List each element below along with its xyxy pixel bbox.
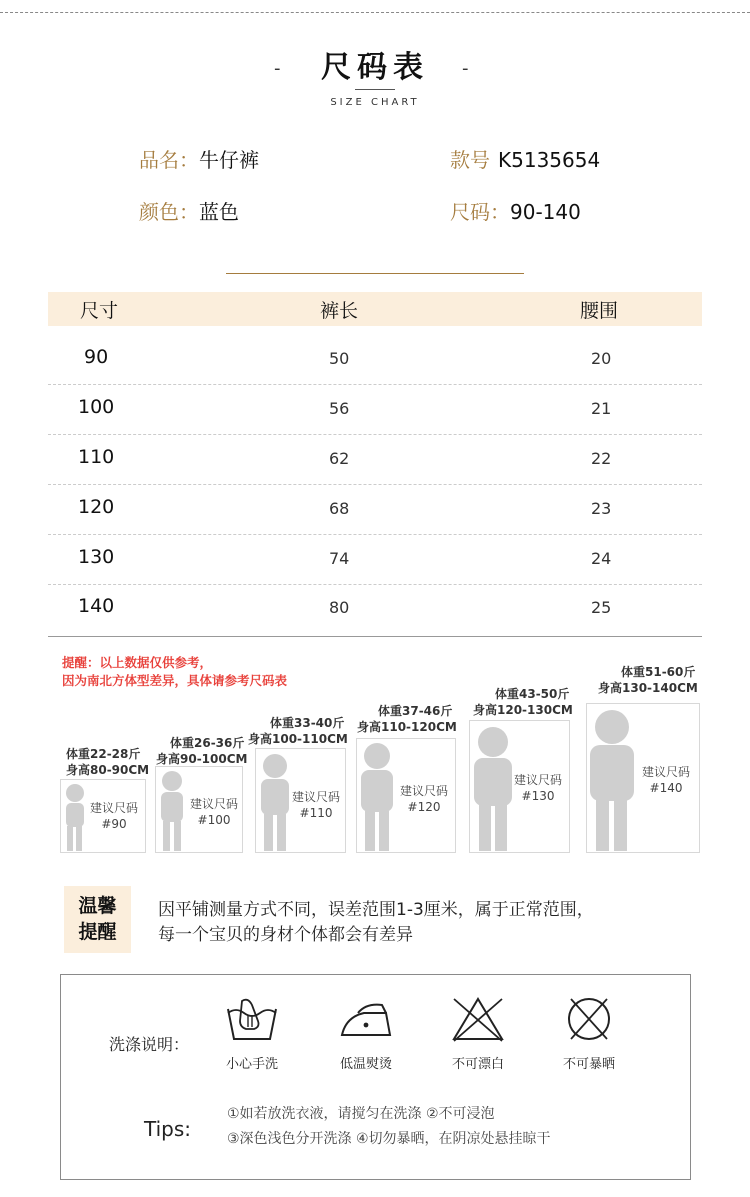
product-size <box>450 196 581 225</box>
cell-size: 100 <box>78 396 115 418</box>
care-label: 不可漂白 <box>451 1057 504 1072</box>
kid-weight: 体重33-40斤 <box>270 716 345 730</box>
kid-height: 身高100-110CM <box>248 732 348 746</box>
product-size-value: 90-140 <box>510 200 581 224</box>
product-size-key: 尺码： <box>450 200 510 224</box>
kid-rec-code: #100 <box>197 813 231 827</box>
care-label: 不可暴晒 <box>562 1057 615 1072</box>
notice-text-line: 因平铺测量方式不同，误差范围1-3厘米，属于正常范围， <box>158 900 594 920</box>
care-item-no-bleach <box>428 995 528 1072</box>
kid-rec-130 <box>510 772 566 804</box>
kid-rec-text: 建议尺码 <box>399 784 448 798</box>
product-name-value: 牛仔裤 <box>199 148 259 172</box>
cell-size: 90 <box>84 346 109 368</box>
care-item-hand-wash <box>202 995 302 1072</box>
tips-line-2: ③深色浅色分开洗涤 ④切勿暴晒，在阴凉处悬挂晾干 <box>227 1131 551 1147</box>
cell-length: 62 <box>329 449 350 468</box>
kid-weight: 体重37-46斤 <box>378 704 453 718</box>
kid-rec-text: 建议尺码 <box>189 797 238 811</box>
kid-label-110 <box>248 715 348 747</box>
cell-waist: 20 <box>591 349 612 368</box>
cell-size: 130 <box>78 546 115 568</box>
product-color-key: 颜色： <box>139 200 199 224</box>
page-title: 尺码表 <box>321 50 429 85</box>
title-dash-right: - <box>462 58 469 79</box>
cell-waist: 21 <box>591 399 612 418</box>
notice-text-line: 每一个宝贝的身材个体都会有差异 <box>158 925 413 945</box>
notice-badge <box>64 886 131 953</box>
kid-rec-90 <box>86 800 142 832</box>
cell-size: 120 <box>78 496 115 518</box>
reference-warning <box>62 654 287 690</box>
top-dashed-divider <box>0 12 750 13</box>
header-size: 尺寸 <box>80 300 119 322</box>
product-name <box>139 144 259 173</box>
warning-line-2: 因为南北方体型差异，具体请参考尺码表 <box>62 673 288 688</box>
product-style-key: 款号 <box>450 148 490 172</box>
kid-rec-110 <box>288 789 344 821</box>
tips-title: Tips: <box>144 1117 192 1141</box>
notice-badge-line: 温馨 <box>78 895 117 917</box>
table-row <box>48 485 702 535</box>
kid-label-100 <box>156 735 247 767</box>
cell-waist: 25 <box>591 598 612 617</box>
kid-label-130 <box>473 686 573 718</box>
cell-size: 140 <box>78 595 115 617</box>
kid-height: 身高120-130CM <box>473 703 573 717</box>
kid-rec-text: 建议尺码 <box>641 765 690 779</box>
table-row <box>48 584 702 634</box>
product-color-value: 蓝色 <box>199 200 239 224</box>
kid-weight: 体重43-50斤 <box>495 687 570 701</box>
cell-length: 56 <box>329 399 350 418</box>
cell-length: 50 <box>329 349 350 368</box>
kid-rec-code: #90 <box>101 817 127 831</box>
warning-line-1: 提醒：以上数据仅供参考， <box>62 655 213 670</box>
title-dash-left: - <box>274 58 281 79</box>
product-style-value: K5135654 <box>498 148 601 172</box>
table-row <box>48 535 702 585</box>
product-name-key: 品名： <box>139 148 199 172</box>
care-title: 洗涤说明： <box>109 1035 190 1054</box>
table-row <box>48 435 702 485</box>
kid-rec-140 <box>638 764 694 796</box>
title-row <box>0 40 750 84</box>
care-item-low-iron <box>316 995 416 1072</box>
cell-waist: 22 <box>591 449 612 468</box>
kid-height: 身高80-90CM <box>66 763 150 777</box>
size-table-header <box>48 292 702 326</box>
kid-rec-120 <box>396 783 452 815</box>
hand-wash-icon <box>222 995 282 1043</box>
table-row <box>48 385 702 435</box>
no-bleach-icon <box>448 995 508 1043</box>
notice-text <box>158 898 594 948</box>
kid-label-140 <box>598 664 698 696</box>
kid-rec-100 <box>186 796 242 828</box>
kid-rec-code: #120 <box>407 800 441 814</box>
no-tumble-dry-icon <box>559 995 619 1043</box>
kid-height: 身高110-120CM <box>357 720 457 734</box>
low-iron-icon <box>336 995 396 1043</box>
notice-badge-line: 提醒 <box>78 921 117 943</box>
care-instructions-box <box>60 974 691 1180</box>
kid-label-90 <box>66 746 149 778</box>
kid-weight: 体重22-28斤 <box>66 747 141 761</box>
kid-rec-code: #130 <box>521 789 555 803</box>
title-underline <box>355 89 395 90</box>
cell-length: 68 <box>329 499 350 518</box>
cell-waist: 23 <box>591 499 612 518</box>
care-label: 低温熨烫 <box>339 1057 392 1072</box>
kid-rec-text: 建议尺码 <box>513 773 562 787</box>
cell-length: 80 <box>329 598 350 617</box>
table-row <box>48 335 702 385</box>
care-item-no-sun <box>539 995 639 1072</box>
kid-label-120 <box>357 703 457 735</box>
kid-rec-text: 建议尺码 <box>291 790 340 804</box>
tips-line-1: ①如若放洗衣液，请搅匀在洗涤 ②不可浸泡 <box>227 1106 495 1122</box>
kid-rec-text: 建议尺码 <box>89 801 138 815</box>
product-style <box>450 144 600 173</box>
kid-weight: 体重51-60斤 <box>621 665 696 679</box>
header-length: 裤长 <box>320 300 359 322</box>
kid-rec-code: #140 <box>649 781 683 795</box>
kid-rec-code: #110 <box>299 806 333 820</box>
kid-height: 身高90-100CM <box>156 752 248 766</box>
table-bottom-line <box>48 636 702 637</box>
header-waist: 腰围 <box>580 300 619 322</box>
cell-size: 110 <box>78 446 115 468</box>
care-label: 小心手洗 <box>225 1057 278 1072</box>
gold-divider <box>226 273 524 274</box>
cell-waist: 24 <box>591 549 612 568</box>
page-subtitle: SIZE CHART <box>330 97 420 108</box>
kid-weight: 体重26-36斤 <box>170 736 245 750</box>
product-color <box>139 196 239 225</box>
kid-height: 身高130-140CM <box>598 681 698 695</box>
cell-length: 74 <box>329 549 350 568</box>
